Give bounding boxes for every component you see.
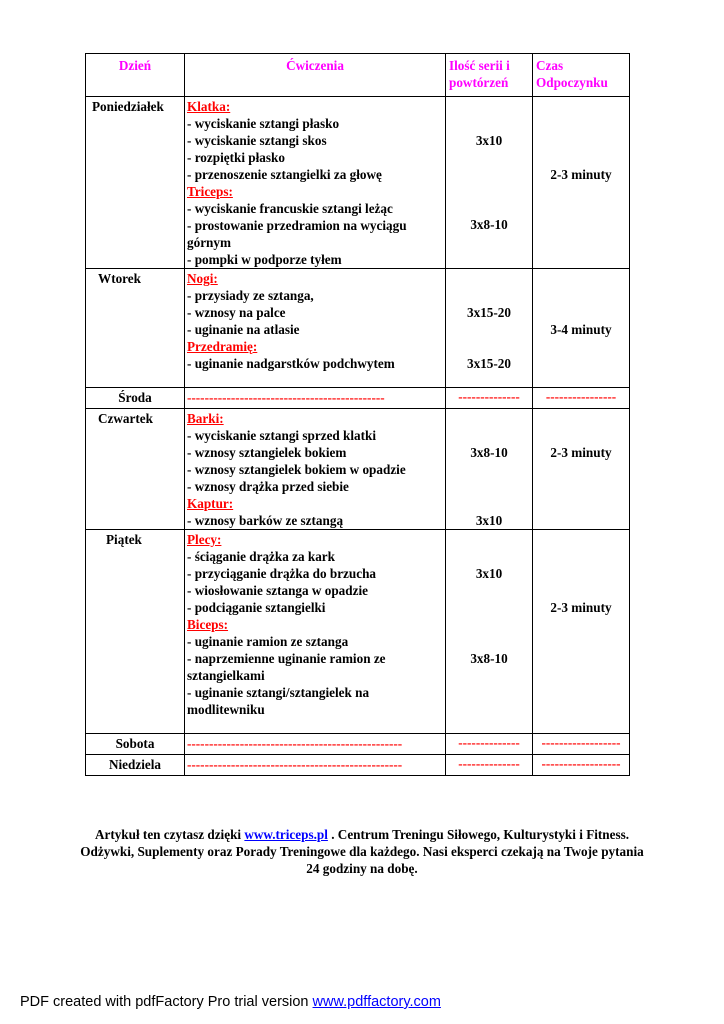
exercises-cell <box>185 97 446 269</box>
exercise-item: - wznosy sztangielek bokiem w opadzie <box>187 462 406 477</box>
empty-exercises-cell: --------------------------------------------- <box>185 388 446 409</box>
day-cell: Poniedziałek <box>86 97 185 269</box>
rest-cell <box>533 269 630 388</box>
sets-value: 3x10 <box>475 513 503 528</box>
rest-cell <box>533 530 630 734</box>
footer-text-post: . Centrum Treningu Siłowego, Kulturystyki i Fitness. Odżywki, Suplementy oraz Porady Treningowe dla każdego. Nasi eksperci czekają na Twoje pytania 24 godziny na dobę. <box>80 827 644 876</box>
table-row-sunday <box>86 755 630 776</box>
section-title: Przedramię: <box>187 339 258 354</box>
empty-sets-cell: -------------- <box>446 755 533 776</box>
sets-value: 3x8-10 <box>470 445 508 460</box>
sets-cell <box>446 409 533 530</box>
exercise-item: - przyciąganie drążka do brzucha <box>187 566 377 581</box>
rest-cell <box>533 97 630 269</box>
rest-cell <box>533 409 630 530</box>
footer-note <box>80 826 644 877</box>
sets-value: 3x8-10 <box>470 651 508 666</box>
section-title: Triceps: <box>187 184 233 199</box>
exercise-item: - wyciskanie sztangi skos <box>187 133 327 148</box>
exercise-item: - prostowanie przedramion na wyciągu górnym <box>187 218 407 250</box>
sets-value: 3x8-10 <box>470 217 508 232</box>
exercise-item: - uginanie nadgarstków podchwytem <box>187 356 395 371</box>
empty-rest-cell: ------------------ <box>533 734 630 755</box>
sets-value: 3x10 <box>475 566 503 581</box>
exercises-cell <box>185 530 446 734</box>
exercise-item: - podciąganie sztangielki <box>187 600 326 615</box>
rest-value: 2-3 minuty <box>550 167 612 182</box>
header-exercises: Ćwiczenia <box>185 54 446 97</box>
exercise-item: - wznosy sztangielek bokiem <box>187 445 347 460</box>
exercise-item: - ściąganie drążka za kark <box>187 549 335 564</box>
section-title: Klatka: <box>187 99 231 114</box>
table-row-thursday <box>86 409 630 530</box>
exercise-item: - wyciskanie sztangi płasko <box>187 116 340 131</box>
exercise-item: - naprzemienne uginanie ramion ze sztangielkami <box>187 651 386 683</box>
empty-exercises-cell: ------------------------------------------------- <box>185 755 446 776</box>
empty-rest-cell: ------------------ <box>533 755 630 776</box>
day-cell: Piątek <box>86 530 185 734</box>
day-cell: Sobota <box>86 734 185 755</box>
section-title: Kaptur: <box>187 496 234 511</box>
exercise-item: - uginanie sztangi/sztangielek na modlitewniku <box>187 685 370 717</box>
header-day: Dzień <box>86 54 185 97</box>
table-row-friday <box>86 530 630 734</box>
workout-table <box>85 53 630 776</box>
exercise-item: - wznosy drążka przed siebie <box>187 479 349 494</box>
exercises-cell <box>185 409 446 530</box>
table-row-wednesday <box>86 388 630 409</box>
table-row-tuesday <box>86 269 630 388</box>
day-cell: Czwartek <box>86 409 185 530</box>
section-title: Biceps: <box>187 617 229 632</box>
exercises-cell <box>185 269 446 388</box>
triceps-link[interactable]: www.triceps.pl <box>244 827 328 842</box>
sets-value: 3x15-20 <box>467 356 511 371</box>
section-title: Nogi: <box>187 271 218 286</box>
footer-text-pre: Artykuł ten czytasz dzięki <box>94 827 245 842</box>
sets-cell <box>446 269 533 388</box>
exercise-item: - pompki w podporze tyłem <box>187 252 342 267</box>
exercise-item: - wyciskanie sztangi sprzed klatki <box>187 428 377 443</box>
sets-cell <box>446 530 533 734</box>
empty-rest-cell: ---------------- <box>533 388 630 409</box>
table-row-saturday <box>86 734 630 755</box>
exercise-item: - wiosłowanie sztanga w opadzie <box>187 583 368 598</box>
table-header-row <box>86 54 630 97</box>
section-title: Barki: <box>187 411 224 426</box>
exercise-item: - przenoszenie sztangielki za głowę <box>187 167 382 182</box>
empty-sets-cell: -------------- <box>446 388 533 409</box>
header-sets: Ilość serii i powtórzeń <box>446 54 533 97</box>
rest-value: 2-3 minuty <box>550 600 612 615</box>
pdf-credit <box>20 994 441 1010</box>
section-title: Plecy: <box>187 532 222 547</box>
day-cell: Środa <box>86 388 185 409</box>
empty-exercises-cell: ------------------------------------------------- <box>185 734 446 755</box>
rest-value: 3-4 minuty <box>550 322 612 337</box>
exercise-item: - przysiady ze sztanga, <box>187 288 314 303</box>
empty-sets-cell: -------------- <box>446 734 533 755</box>
exercise-item: - rozpiętki płasko <box>187 150 285 165</box>
exercise-item: - wznosy na palce <box>187 305 286 320</box>
exercise-item: - uginanie ramion ze sztanga <box>187 634 349 649</box>
sets-value: 3x15-20 <box>467 305 511 320</box>
exercise-item: - wznosy barków ze sztangą <box>187 513 344 528</box>
exercise-item: - uginanie na atlasie <box>187 322 300 337</box>
day-cell: Wtorek <box>86 269 185 388</box>
sets-cell <box>446 97 533 269</box>
table-row-monday <box>86 97 630 269</box>
sets-value: 3x10 <box>475 133 503 148</box>
rest-value: 2-3 minuty <box>550 445 612 460</box>
pdffactory-link[interactable]: www.pdffactory.com <box>312 994 441 1010</box>
pdf-credit-text: PDF created with pdfFactory Pro trial version <box>20 994 313 1010</box>
header-rest: Czas Odpoczynku <box>533 54 630 97</box>
exercise-item: - wyciskanie francuskie sztangi leżąc <box>187 201 393 216</box>
day-cell: Niedziela <box>86 755 185 776</box>
